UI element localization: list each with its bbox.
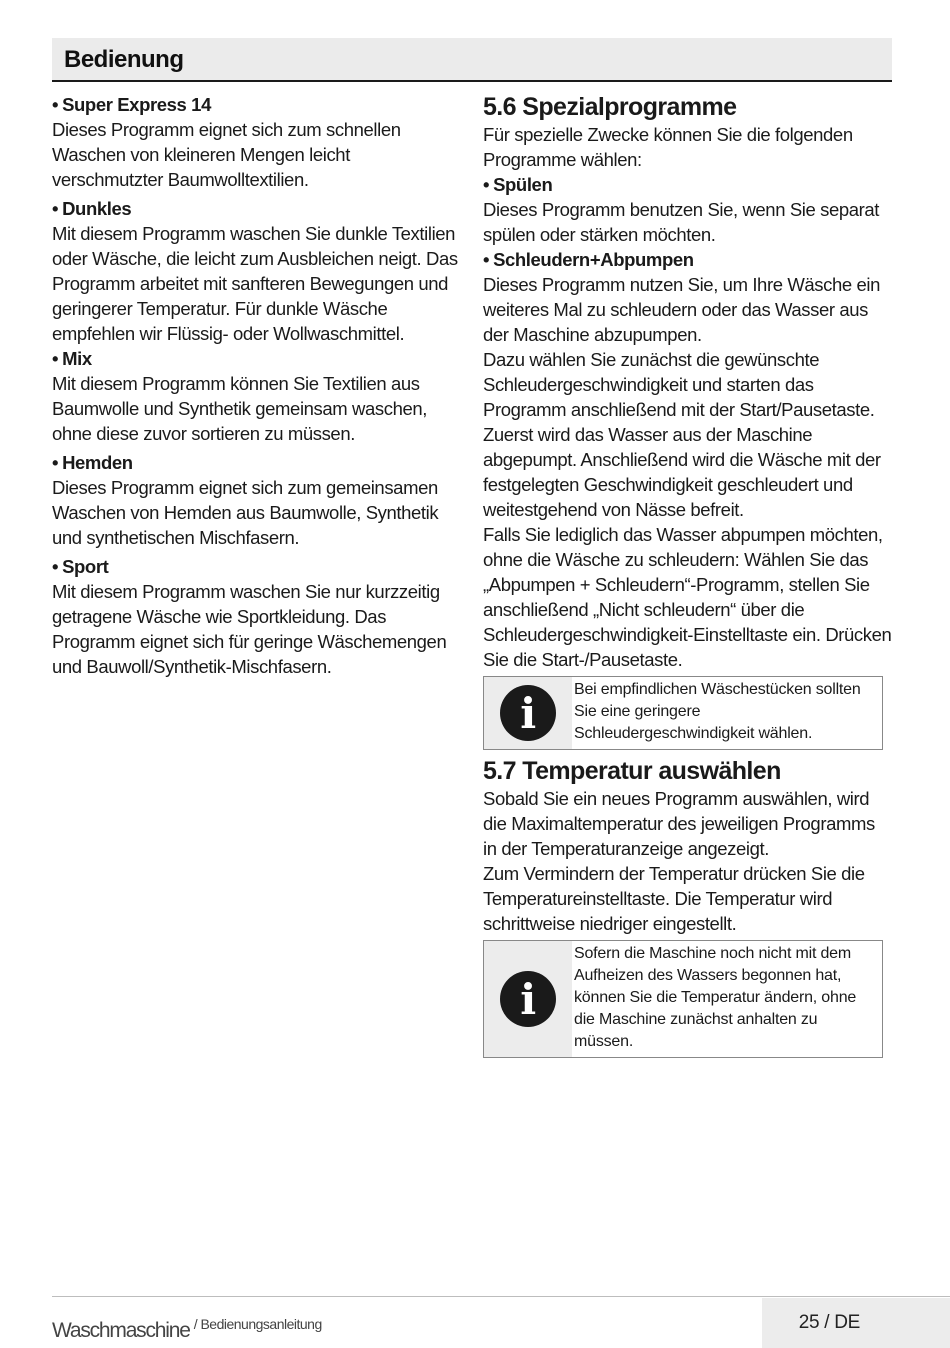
program-title-spuelen bbox=[483, 172, 893, 197]
info-notice-box bbox=[483, 940, 883, 1058]
bullet-icon: • bbox=[52, 94, 59, 115]
bullet-icon: • bbox=[52, 198, 59, 219]
program-title-text: Spülen bbox=[493, 174, 553, 195]
program-title-schleudern bbox=[483, 247, 893, 272]
program-title-text: Sport bbox=[62, 556, 109, 577]
program-title-text: Mix bbox=[62, 348, 92, 369]
info-notice-text: Sofern die Maschine noch nicht mit dem Aufheizen des Wassers begonnen hat, können Sie die Temperatur ändern, ohne die Maschine zunächst anhalten zu müssen. bbox=[574, 945, 857, 1050]
program-description: Mit diesem Programm waschen Sie nur kurzzeitig getragene Wäsche wie Sportkleidung. Das Programm eignet sich für geringe Wäschemengen und Bauwoll/Synthetik-Mischfasern. bbox=[52, 581, 447, 677]
footer-doc-name: / Bedienungsanleitung bbox=[193, 1316, 322, 1332]
program-description: Mit diesem Programm können Sie Textilien aus Baumwolle und Synthetik gemeinsam waschen, ohne diese zuvor sortieren zu müssen. bbox=[52, 373, 427, 444]
bullet-icon: • bbox=[52, 452, 59, 473]
section-57-text-continued: Zum Vermindern der Temperatur drücken Sie die Temperatureinstelltaste. Die Temperatur wird schrittweise niedriger eingestellt. bbox=[483, 863, 865, 934]
info-notice-box bbox=[483, 676, 883, 750]
program-item bbox=[52, 554, 460, 679]
left-column bbox=[52, 92, 460, 679]
program-description: Dieses Programm eignet sich zum gemeinsamen Waschen von Hemden aus Baumwolle, Synthetik und synthetischen Mischfasern. bbox=[52, 477, 439, 548]
program-description-continued: Falls Sie lediglich das Wasser abpumpen möchten, ohne die Wäsche zu schleudern: Wählen Sie das „Abpumpen + Schleudern“-Programm, stellen Sie anschließend „Nicht schleudern“ über die Schleudergeschwindigkeit-Einstelltaste ein. Drücken Sie die Start-/Pausetaste. bbox=[483, 524, 892, 670]
right-column bbox=[483, 92, 893, 1064]
program-title-text: Super Express 14 bbox=[62, 94, 211, 115]
section-57-text: Sobald Sie ein neues Programm auswählen, wird die Maximaltemperatur des jeweiligen Programms in der Temperaturanzeige angezeigt. bbox=[483, 788, 875, 859]
program-description: Dieses Programm nutzen Sie, um Ihre Wäsche ein weiteres Mal zu schleudern oder das Wasser aus der Maschine abzupumpen. bbox=[483, 274, 880, 345]
bullet-icon: • bbox=[52, 556, 59, 577]
program-title-text: Schleudern+Abpumpen bbox=[493, 249, 694, 270]
program-item bbox=[52, 92, 460, 192]
footer-product-label bbox=[52, 1316, 322, 1348]
program-item bbox=[52, 450, 460, 550]
program-description-continued: Dazu wählen Sie zunächst die gewünschte Schleudergeschwindigkeit und starten das Programm anschließend mit der Start/Pausetaste. Zuerst wird das Wasser aus der Maschine abgepumpt. Anschließend wird die Wäsche mit der festgelegten Geschwindigkeit geschleudert und weitestgehend von Nässe befreit. bbox=[483, 349, 881, 520]
program-item bbox=[52, 346, 460, 446]
program-description: Mit diesem Programm waschen Sie dunkle Textilien oder Wäsche, die leicht zum Ausbleichen neigt. Das Programm arbeitet mit sanfteren Bewegungen und geringerer Temperatur. Für dunkle Wäsche empfehlen wir Flüssig- oder Wollwaschmittel. bbox=[52, 223, 458, 344]
program-title bbox=[52, 346, 460, 371]
section-56-intro: Für spezielle Zwecke können Sie die folgenden Programme wählen: bbox=[483, 124, 853, 170]
program-description: Dieses Programm eignet sich zum schnellen Waschen von kleineren Mengen leicht verschmutzter Baumwolltextilien. bbox=[52, 119, 401, 190]
bullet-icon: • bbox=[483, 174, 490, 195]
info-notice-text: Bei empfindlichen Wäschestücken sollten Sie eine geringere Schleudergeschwindigkeit wählen. bbox=[574, 681, 861, 742]
program-title bbox=[52, 554, 460, 579]
program-description: Dieses Programm benutzen Sie, wenn Sie separat spülen oder stärken möchten. bbox=[483, 199, 880, 245]
bullet-icon: • bbox=[52, 348, 59, 369]
footer-divider bbox=[52, 1296, 950, 1297]
footer-page-panel bbox=[762, 1298, 950, 1348]
section-56-title: 5.6 Spezialprogramme bbox=[483, 93, 737, 121]
section-57-title: 5.7 Temperatur auswählen bbox=[483, 757, 781, 785]
section-header-bar bbox=[52, 38, 892, 82]
page-number: 25 / DE bbox=[798, 1312, 860, 1333]
program-title-text: Dunkles bbox=[62, 198, 132, 219]
program-title bbox=[52, 92, 460, 117]
section-header-title: Bedienung bbox=[64, 46, 184, 73]
info-icon: i bbox=[500, 971, 556, 1027]
program-title-text: Hemden bbox=[62, 452, 133, 473]
footer-product-name: Waschmaschine bbox=[52, 1319, 190, 1342]
info-icon: i bbox=[500, 685, 556, 741]
program-title bbox=[52, 196, 460, 221]
program-item bbox=[52, 196, 460, 346]
bullet-icon: • bbox=[483, 249, 490, 270]
program-title bbox=[52, 450, 460, 475]
info-icon-panel bbox=[484, 677, 572, 749]
info-icon-panel bbox=[484, 941, 572, 1057]
